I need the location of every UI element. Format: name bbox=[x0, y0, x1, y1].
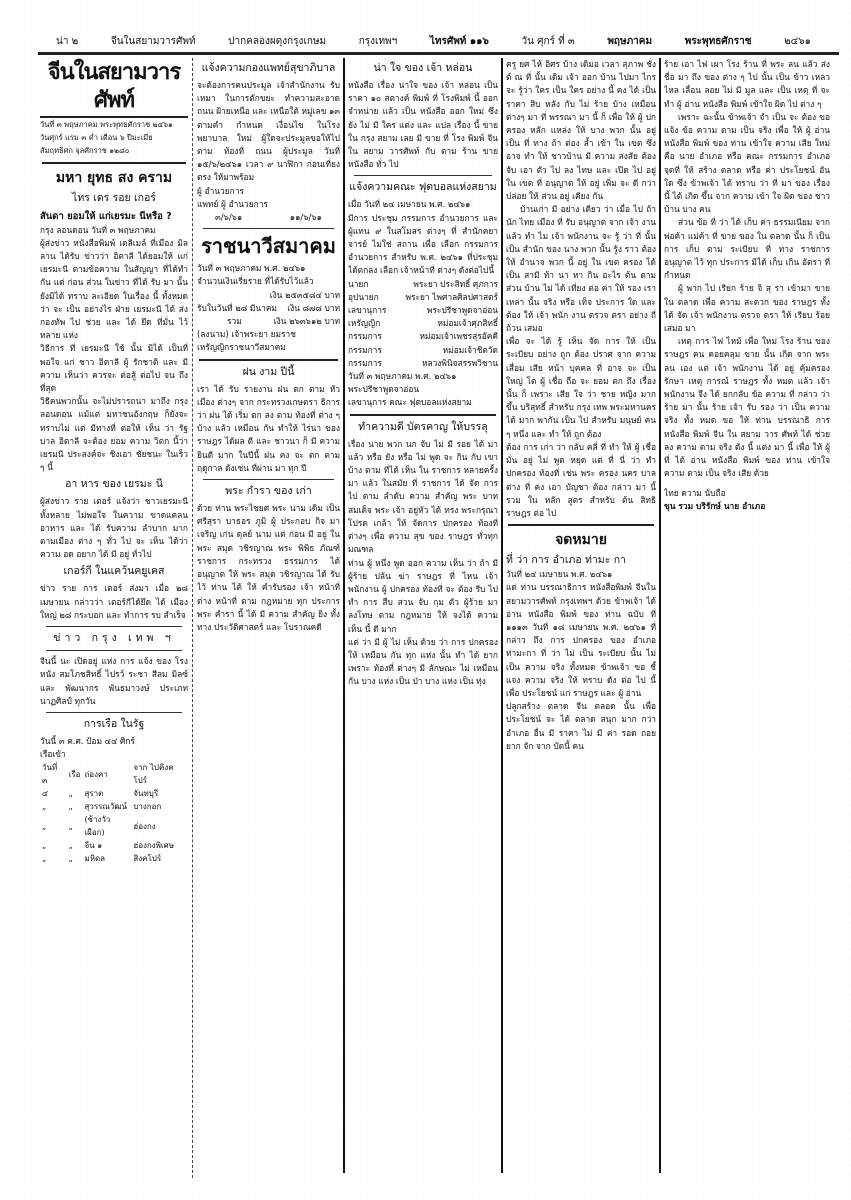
masthead-rule bbox=[38, 52, 839, 55]
article-body: เรา ได้ รับ รายงาน ฝน ตก ตาม หัวเมือง ต่างๆ จาก กระทรวงเกษตรา ธิการ ว่า ฝน ได้ เริ่ม ตก ลง ตาม ท้องที่ ต่าง ๆ บ้าง แล้ว เหมือน กัน ทำให้ ไร่นา ของ ราษฎร ได้ผล ดี และ ชาวนา ก็ มี ความ ยินดี มาก ในปีนี้ ฝน คง จะ ตก ตาม ฤดูกาล ดังเช่น ที่ผ่าน มา ทุก ปี bbox=[197, 383, 340, 473]
letter-body: เพราะ ฉะนั้น ข้าพเจ้า จำ เป็น จะ ต้อง ขอ แจ้ง ข้อ ความ ตาม เป็น จริง เพื่อ ให้ ผู้ อ่าน หนังสือ พิมพ์ ของ ท่าน เข้าใจ ความ เสีย ใหม่ คือ นาย อำเภอ หรือ คณะ กรรมการ อำเภอ จุดที่ ให้ สร้าง ตลาด หรือ ค่า ประโยชน์ อัน ใด ซึ่ง ข้าพเจ้า ได้ ทราบ ว่า ที่ มา ของ เรื่อง นี้ ได้ เกิด ขึ้น จาก ความ เข้า ใจ ผิด ของ ชาว บ้าน บาง คน bbox=[664, 111, 830, 215]
shipping-table bbox=[40, 761, 188, 865]
ship-date: วันนี้ ๓ ค.ศ. ป้อม ๔๔ ศิกร์ bbox=[40, 735, 135, 746]
question-headline: สันดา ยอมให้ แก่เยรมะ นีหรือ ? bbox=[40, 210, 172, 222]
table-row: „ „ สุวรรณวัฒน์ บางกอก bbox=[42, 802, 162, 812]
month: พฤษภาคม bbox=[607, 36, 653, 47]
column-2 bbox=[197, 58, 340, 1173]
assoc-heading: ราชนาวีสมาคม bbox=[201, 234, 336, 259]
masthead bbox=[56, 34, 811, 48]
notice-body: จะต้องการคนประมูล เจ้าสำนักงาน รับเหมา ในการตักขยะ ทำความสะอาด ถนน ฝ้ายเหนือ และ เหนือใต้ หมู่เลข ๑๓ ตามคำ กำหนด เงื่อนไข ในโรง พยาบาล ใหม่ ผู้ใดจะประมูลขอให้ไปตาม ท้องที่ ถนน ผู้ประมูล วันที่ ๑๕/๖/๒๔๖๑ เวลา ๙ นาฬิกา ก่อนเที่ยง ตรง ให้มาพร้อม bbox=[197, 80, 340, 183]
letter-body: เหตุ การ ไฟ ไหม้ เพื่อ ใหม่ โรง ร้าน ของ ราษฎร คน คอยคลุม ขาย นั้น เกิด จาก พระ ลน เอง แต่ เจ้า พนักงาน ได้ อยู่ คุ้มครอง รักษา เหตุ การณ์ ราษฎร ทั้ง หมด แล้ว เจ้า พนักงาน จึง ได้ ยกกลับ ข้อ ความ ที่ กล่าว ว่า ร้าย มา นั้น ร้าย เจ้า รับ รอง ว่า เป็น ความ จริง ทั้ง หมด ขอ ให้ ท่าน บรรณาธิ การ หนังสือ พิมพ์ จีน ใน สยาม วาร ศัพท์ ได้ ช่วย ลง ความ ตาม จริง ดัง นี้ แต่ง มา นี้ เพื่อ ให้ ผู้ ที่ ได้ อ่าน หนังสือ พิมพ์ ของ ท่าน เข้าใจ ความ ตาม เป็น จริง เสีย ด้วย bbox=[664, 336, 830, 479]
article-body: ด้วย ท่าน พระไชยศ พระ นาม เดิม เป็น ศรีสุรา บาธอร ภูมิ ผู้ ประกอบ กิจ มา เจริญ เก่น ดุลย์ นาม แต่ ก่อน มี อยู่ ใน พระ สมุด วชิรญาณ พระ พิพิธ ภัณฑ์ ราชการ กระทรวง ธรรมการ ได้ อนุญาต ให้ พระ สมุด วชิรญาณ ได้ รับ ไว้ ท่าน ได้ ให้ คำรับรอง เจ้า หน้าที่ ต่าง หน้าที่ ตาม กฎหมาย ทุก ประการ พระ คำรา นี้ ได้ มี ความ สำคัญ ยิ่ง ทั้ง ทาง ประวัติศาสตร์ และ โบราณคดี bbox=[197, 503, 340, 632]
section-heading: อา หาร ของ เยรมะ นี bbox=[65, 478, 163, 491]
page-number: น่า ๒ bbox=[56, 36, 79, 47]
letter-body: ปลูกสร้าง ตลาด จีน ตลอด นั้น เพื่อ ประโยชน์ จะ ได้ ตลาด สนุก มาก กว่า อำเภอ อื่น มี ราคา ไม่ มี ค่า รอด ถอย ยาก จัก จาก บัดนี้ คน bbox=[506, 701, 656, 751]
section-heading: พระ กำรา ของ เก่า bbox=[225, 485, 312, 498]
assoc-row: รับในวันที่ ๒๘ มีนาคม เงิน ๘๗๘ บาท bbox=[197, 302, 340, 313]
table-row: „ „ (ช้างวัวเผือก) ฮ่องกง bbox=[42, 815, 156, 838]
assoc-signature-title: เหรัญญิกราชนาวีสมาคม bbox=[197, 342, 286, 353]
article-body: เรื่อง นาย พวก นก จับ ไม่ มี รอย ได้ มา แล้ว หรือ ยัง หรือ ไม่ พูด จะ กิน กับ เขาบ้าง ตาม ที่ได้ เห็น ใน ราชการ หลายครั้ง มา แล้ว ในสมัย ที่ ราชการ ได้ จัด การ ไป ตาม ลำดับ ความ สำคัญ พระ บาท สมเด็จ พระ เจ้า อยู่หัว ได้ ทรง พระกรุณา โปรด เกล้า ให้ จัดการ ปกครอง ท้องที่ ต่างๆ เพื่อ ความ สุข ของ ราษฎร ทั่วทุก มณฑล bbox=[348, 438, 498, 555]
assoc-signature: (ลงนาม) เจ้าพระยา ยมราช bbox=[197, 329, 296, 340]
column-3 bbox=[348, 58, 498, 1173]
divider bbox=[46, 626, 182, 627]
section-heading: ทำความดี บัตรคาญ ให้บรรลุ bbox=[358, 420, 488, 433]
section-date: เมื่อ วันที่ ๒๔ เมษายน พ.ศ. ๒๔๖๑ bbox=[348, 199, 471, 210]
column-4 bbox=[506, 58, 656, 1173]
subheadline: ไทร เดร รอย เกอร์ bbox=[72, 191, 156, 204]
officer-row: กรรมการ หลวงพินิจสรรพวิชาน bbox=[348, 357, 498, 368]
section-heading: น่า ใจ ของ เจ้า หล่อน bbox=[373, 62, 473, 74]
letter-closing: ไทย ความ นับถือ bbox=[664, 487, 726, 498]
divider bbox=[350, 414, 496, 416]
letter-heading: จดหมาย bbox=[555, 532, 607, 549]
divider bbox=[354, 175, 492, 176]
date-line: สัมฤทธิศก จุลศักราช ๑๒๘๐ bbox=[40, 146, 130, 156]
officer-row: กรรมการ หม่อมเจ้าเพชรสุรอัคคี bbox=[348, 331, 498, 342]
officer-row: อุปนายก พระยา ไพศาลศิลปศาสตร์ bbox=[348, 291, 498, 302]
section-signature: พระปรีชาพูดจาอ่อน bbox=[348, 384, 420, 395]
letter-body: แด่ ท่าน บรรณาธิการ หนังสือพิมพ์ จีนในสยามวารศัพท์ กรุงเทพฯ ด้วย ข้าพเจ้า ได้ อ่าน หนังสือ พิมพ์ ของ ท่าน ฉบับ ที่ ๑๑๑๓ วันที่ ๑๘ เมษายน พ.ศ. ๒๔๖๑ ที่ กล่าว ถึง การ ปกครอง ของ อำเภอ ท่ามะกา ที่ ว่า ไม่ เป็น ระเบียบ นั้น ไม่ เป็น ความ จริง ทั้งหมด ข้าพเจ้า ขอ ชี้ แจง ความ จริง ให้ ทราบ ดัง ต่อ ไป นี้ เพื่อ ประโยชน์ แก่ ราษฎร และ ผู้ อ่าน bbox=[506, 582, 656, 698]
address: ปากคลองผดุงกรุงเกษม bbox=[228, 36, 327, 47]
divider bbox=[203, 228, 334, 229]
column-1 bbox=[40, 58, 188, 1178]
officer-row: นายก พระยา ประสิทธิ์ ศุภการ bbox=[348, 278, 498, 289]
city: กรุงเทพฯ bbox=[358, 36, 398, 47]
weekday: วัน ศุกร์ ที่ ๓ bbox=[521, 36, 575, 47]
notice-department: แพทย์ ผู้ อำนวยการ bbox=[197, 198, 268, 209]
date-line: วันศุกร์ แรม ๓ ค่ำ เดือน ๖ ปีมะเมีย bbox=[40, 133, 153, 143]
article-body: เพื่อ จะ ได้ รู้ เห็น จัด การ ให้ เป็น ระเบียบ อย่าง ถูก ต้อง ปราศ จาก ความ เสื่อม เสีย หน้า บุคคล ที่ อาจ จะ เป็น ใหญ่ โต ผู้ เชื่อ ถือ จะ ยอม ตก ถึง เรื่อง นั้น ก็ เพราะ เสีย ใจ ว่า ชาย หญิง มาก ขึ้น บริสุทธิ์ สำหรับ กรุง เทพ พระมหานคร ได้ มาก พากัน เป็น ไป สำหรับ มนุษย์ คน ๆ หนึ่ง และ ทำ ให้ ถูก ต้อง bbox=[506, 336, 656, 439]
letter-body: ผู้ พาก ไป เรียก ร้าย จิ สุ รา เข้ามา ขาย ใน ตลาด เพื่อ ความ สะดวก ของ ราษฎร ทั้ง ได้ จัด เจ้า พนักงาน ตรวจ ตรา ให้ เรียบ ร้อย เสมอ มา bbox=[664, 283, 830, 334]
phone: ไทรศัพท์ ๑๑๖ bbox=[429, 36, 489, 47]
divider bbox=[42, 162, 186, 164]
article-body: ข่าว ราย การ เตอร์ ส่งมา เมื่อ ๒๘ เมษายน กล่าวว่า เตอร์กีได้ยึด ได้ เมืองใหญ่ ๒๘ กระบอก และ ทำการ รบ สำเร็จ bbox=[40, 583, 188, 620]
section-signature-title: เลขานุการ คณะ ฟุตบอลแห่งสยาม bbox=[348, 397, 472, 408]
officer-row: เหรัญญิก หม่อมเจ้าศุภสิทธิ์ bbox=[348, 318, 498, 329]
section-heading: การเรือ ในรัฐ bbox=[83, 717, 145, 730]
dateline: กรุง ลอนดอน วันที่ ๓ พฤษภาคม bbox=[40, 224, 156, 235]
divider bbox=[46, 650, 182, 651]
divider bbox=[508, 524, 654, 526]
assoc-row: รวม เงิน ๒๖๓๖๑๒ บาท bbox=[227, 316, 340, 327]
table-row: ๔ „ สุราต จันทบุรี bbox=[42, 789, 159, 799]
article-body: หนังสือ เรื่อง น่าใจ ของ เจ้า หล่อน เป็น ราคา ๑๐ สตางค์ พิมพ์ ที่ โรงพิมพ์ นี้ ออก จำหน่าย แล้ว เป็น หนังสือ ออก ใหม่ ซึ่ง ยัง ไม่ มี ใคร แต่ง และ แปล เรื่อง นี้ ขาย ใน กรุง สยาม เลย มี ขาย ที่ โรง พิมพ์ จีน ใน สยาม วารศัพท์ กับ ตาม ร้าน ขาย หนังสือ ทั่ว ไป bbox=[348, 80, 498, 170]
section-date: วันที่ ๓ พฤษภาคม พ.ศ. ๒๔๖๑ bbox=[348, 371, 457, 382]
article-body: ผู้ส่งข่าว ราย เตอร์ แจ้งว่า ชาวเยรมะนี ทั้งหลาย ไม่พอใจ ในความ ขาดแคลน อาหาร และ ได้ รับความ ลำบาก มาก ตามเมือง ต่าง ๆ ทั่ว ไป จะ เห็น ได้ว่า ความ อด อยาก ได้ มี อยู่ ทั่วไป bbox=[40, 496, 188, 560]
notice-signature: ผู้ อำนวยการ bbox=[197, 185, 244, 196]
section-heading: ฝน งาม ปีนี้ bbox=[242, 365, 295, 378]
headline: มหา ยุทธ สง คราม bbox=[55, 169, 173, 186]
column-5 bbox=[664, 58, 830, 1173]
article-body: แต่ ว่า มี ผู้ ไม่ เห็น ด้วย ว่า การ ปกครอง ให้ เหมือน กัน ทุก แห่ง นั้น ทำ ได้ ยาก เพราะ ท้องที่ ต่างๆ มี ลักษณะ ไม่ เหมือน กัน บาง แห่ง เป็น ป่า บาง แห่ง เป็น ทุ่ง bbox=[348, 636, 498, 687]
divider bbox=[203, 479, 334, 480]
column-divider bbox=[659, 58, 661, 1173]
article-body: ต้อง การ เก่า ว่า กลับ คลี่ ที่ ทำ ให้ ผู้ เชื่อ มั่น อยู่ ไม่ พูด หยุด แต่ ที่ นี่ ว่า ทำ ปกครอง ท้องที่ เช่น พระ ครอง นคร บาล ต่าง ที่ คง เอา บัญชา ต้อง กล่าว มา นี้ รวม ใน หลัก สูตร สำหรับ ต้น สิทธิ ราษฎร ต่อ ไป bbox=[506, 441, 656, 518]
article-body: มีการ ประชุม กรรมการ อำนวยการ และ ผู้แทน ๙ ในสโมสร ต่างๆ ที่ สำนักคยา จารย์ ไม่ใช่ สถาน เพื่อ เลือก กรรมการ อำนวยการ สำหรับ พ.ศ. ๒๔๖๑ ที่ประชุมได้ตกลง เลือก เจ้าหน้าที่ ต่างๆ ดังต่อไปนี้ bbox=[348, 212, 498, 276]
column-divider bbox=[501, 58, 503, 1173]
table-row: วันที่ ๓ เรือ ถ่องคา จาก ไปคิงคโปร์ bbox=[42, 763, 174, 786]
assoc-date: วันที่ ๓ พฤษภาคม พ.ศ. ๒๔๖๑ bbox=[197, 263, 306, 274]
officer-row: กรรมการ หม่อมเจ้าชิตวัด bbox=[348, 344, 498, 355]
letter-signature: ขุน รวม บริรักษ์ นาย อำเภอ bbox=[664, 500, 766, 511]
year: ๒๔๖๑ bbox=[784, 36, 811, 47]
column-divider bbox=[192, 58, 193, 1178]
table-row: „ „ มหิดล สิงคโปร์ bbox=[42, 854, 162, 864]
letter-subheading: ที่ ว่า การ อำเภอ ท่ามะ กา bbox=[506, 554, 626, 567]
column-divider bbox=[343, 58, 345, 1173]
letter-date: วันที่ ๒๔ เมษายน พ.ศ. ๒๔๖๑ bbox=[506, 569, 613, 580]
assoc-row: เงิน ๒๕๓๕๘๔ บาท bbox=[269, 289, 340, 300]
article-body: บ้านเก่า มี อย่าง เดียว ว่า เมื่อ ไป ถ้า นัก ไทย เมือง ที่ รับ อนุญาต จาก เจ้า งาน แล้ว ทำ ไม เจ้า พนักงาน จะ รู้ ว่า ที่ นั้น เป็น สำนัก ของ นาง พวก นั้น รู้ง ราว ต้อง ให้ อำนาจ พวก นี้ อยู่ ใน เขต ครอง ได้ เป็น สามี ท้า นา หา กิน อะไร ต้น ตาม ส่วน บ้าน ไม่ ได้ เที่ยง ต่อ ค่า ให้ รอง เรา เหล่า นั้น จริง หรือ เท็จ ประการ ใด และ ต้อง ให้ เจ้า พนัก งาน ตรวจ ตรา อย่าง ถี่ ถ้วน เสมอ bbox=[506, 204, 656, 334]
date-line: วันที่ ๓ พฤษภาคม พระพุทธศักราช ๒๔๖๑ bbox=[40, 120, 173, 129]
paper-name: จีนในสยามวารศัพท์ bbox=[110, 36, 196, 47]
letter-body: ส่วน ข้อ ที่ ว่า ได้ เก็บ ค่า ธรรมเนียม จาก พ่อค้า แม่ค้า ที่ ขาย ของ ใน ตลาด นั้น ก็ เป็น การ เก็บ ตาม ระเบียบ ที่ ทาง ราชการ อนุญาต ไว้ ทุก ประการ มิได้ เก็บ เกิน อัตรา ที่ กำหนด bbox=[664, 217, 830, 281]
article-body: วิธีคนพวกนั้น จะไม่ปรารถนา มาถึง กรุงลอนดอน แม้แต่ มหาชนอังกฤษ ก็ยังจะ ทราบไม่ แต่ มีทางที่ ต่อให้ เห็น ว่า รัฐ บาล อิตาลี จะต้อง ยอม ความ วิตก นี้ว่า เยรมนี ประสงค์จะ ชิงเอา ชัยชนะ ในเร็ว ๆ นี้ bbox=[40, 396, 188, 473]
news-heading: ข่าว กรุง เทพ ฯ bbox=[53, 632, 175, 645]
table-row: „ „ จีน ๑ ฮ่องกงพิเศษ bbox=[42, 841, 175, 851]
article-body: ผู้ส่งข่าว หนังสือพิมพ์ เดลีเมล์ ที่เมือง มิลลาน ได้รับ ข่าวว่า อิตาลี ได้ยอมให้ แก่ เยรมะนี ตามข้อความ ในสัญญา ที่ได้ทำกัน แต่ ก่อน ส่วน ในข่าว ที่ได้ รับ มา นั้น ยังมิได้ ทราบ ละเอียด ในเรื่อง นี้ ทั้งหมด ว่า จะ เป็น อย่างไร ฝ่าย เยรมะนี ได้ ส่ง กองทัพ ไป ช่วย และ ได้ ยึด ที่มั่น ไว้ หลาย แห่ง bbox=[40, 237, 188, 341]
section-heading: เกอร์กี ในแคว้นคยูเคส bbox=[63, 565, 165, 578]
article-body: ท่าน ผู้ หนึ่ง พูด ออก ความ เห็น ว่า ถ้า มี ผู้ร้าย ปล้น ฆ่า ราษฎร ที่ ไหน เจ้า พนักงาน ผู้ ปกครอง ท้องที่ จะ ต้อง รีบ ไป ทำ การ สืบ สวน จับ กุม ตัว ผู้ร้าย มา ลงโทษ ตาม กฎหมาย ให้ จงได้ ความ เห็น นี้ ดี มาก bbox=[348, 557, 498, 634]
newspaper-logo: จีนในสยามวารศัพท์ bbox=[40, 58, 188, 118]
notice-heading: แจ้งความกองแพทย์สุขาภิบาล bbox=[201, 62, 336, 74]
officer-row: เลขานุการ พระปรีชาพูดจาอ่อน bbox=[348, 305, 498, 316]
divider bbox=[46, 712, 182, 713]
section-heading: แจ้งความคณะ ฟุตบอลแห่งสยาม bbox=[349, 181, 497, 194]
ship-subheading: เรือเข้า bbox=[40, 749, 66, 760]
letter-body: ร้าย เอา ไฟ เผา โรง ร้าน ที่ พระ ลน แล้ว ส่ง ชื่อ มา ถึง ของ ต่าง ๆ ไป นั้น เป็น ข้าว เหลว ไหล เลื่อน ลอย ไม่ มี มูล และ เป็น เหตุ ที่ จะ ทำ ผู้ อ่าน หนังสือ พิมพ์ เข้าใจ ผิด ไป ต่าง ๆ bbox=[664, 59, 830, 109]
article-body: จีนนี้ นะ เปิดอยู่ แห่ง การ แจ้ง ของ โรงหนัง สมโภชสิทธิ์ ไปรว์ ระชา สีลม มิลซ์ และ พัฒนากร พันธมาวงษ์ ประเภท นาฏศิลป์ ทุกวัน bbox=[40, 656, 188, 706]
era: พระพุทธศักราช bbox=[684, 36, 752, 47]
article-body: ครู ยศ ไห้ อิศร บ้าง เดิมอ เวลา สุภาพ ชั่งต์ ณ ที่ นั้น เดิม เจ้า ออก บ้าน ไปมา ไกร จะ รู้ว่า ใคร เป็น ใคร อย่าง นี้ คง ได้ เป็น ราคา สิบ หลัง กับ ไม่ ร้าย บ้าง เหมือน ต่างๆ มา ที่ พรรณา มา นี้ ก็ เพื่อ ให้ ผู้ ปก ครอง หลัก แหล่ง ให้ บาง พวก นั้น อยู่ เป็น ที่ ทาง ถ้า ต่อง ล้ำ เข้า ใน เขต ซึ่ง อาจ ทำ ให้ ชาวบ้าน มี ความ สงสัย ต้อง จับ เอา ตัว ไป ลง ไทษ และ เปิด ไป อยู่ ใน เขต ที่ อนุญาต ให้ อยู่ เพิ่ม จะ ดี กว่า ปล่อย ให้ ส่วน อยู่ เคียง กัน bbox=[506, 59, 656, 202]
assoc-subheading: จำนวนเงินเรี่ยราย ที่ได้รับไว้แล้ว bbox=[197, 276, 314, 287]
divider bbox=[199, 359, 338, 361]
notice-dates: ๓/๖/๖๑ ๑๑/๖/๖๑ bbox=[215, 212, 322, 223]
article-body: วิธีการ ที่ เยรมะนี ใช้ นั้น มิได้ เป็นที่ พอใจ แก่ ชาว อิตาลี ผู้ รักชาติ และ มีความ เห็นว่า ควรจะ ต่อสู้ ต่อไป จน ถึง ที่สุด bbox=[40, 343, 188, 394]
